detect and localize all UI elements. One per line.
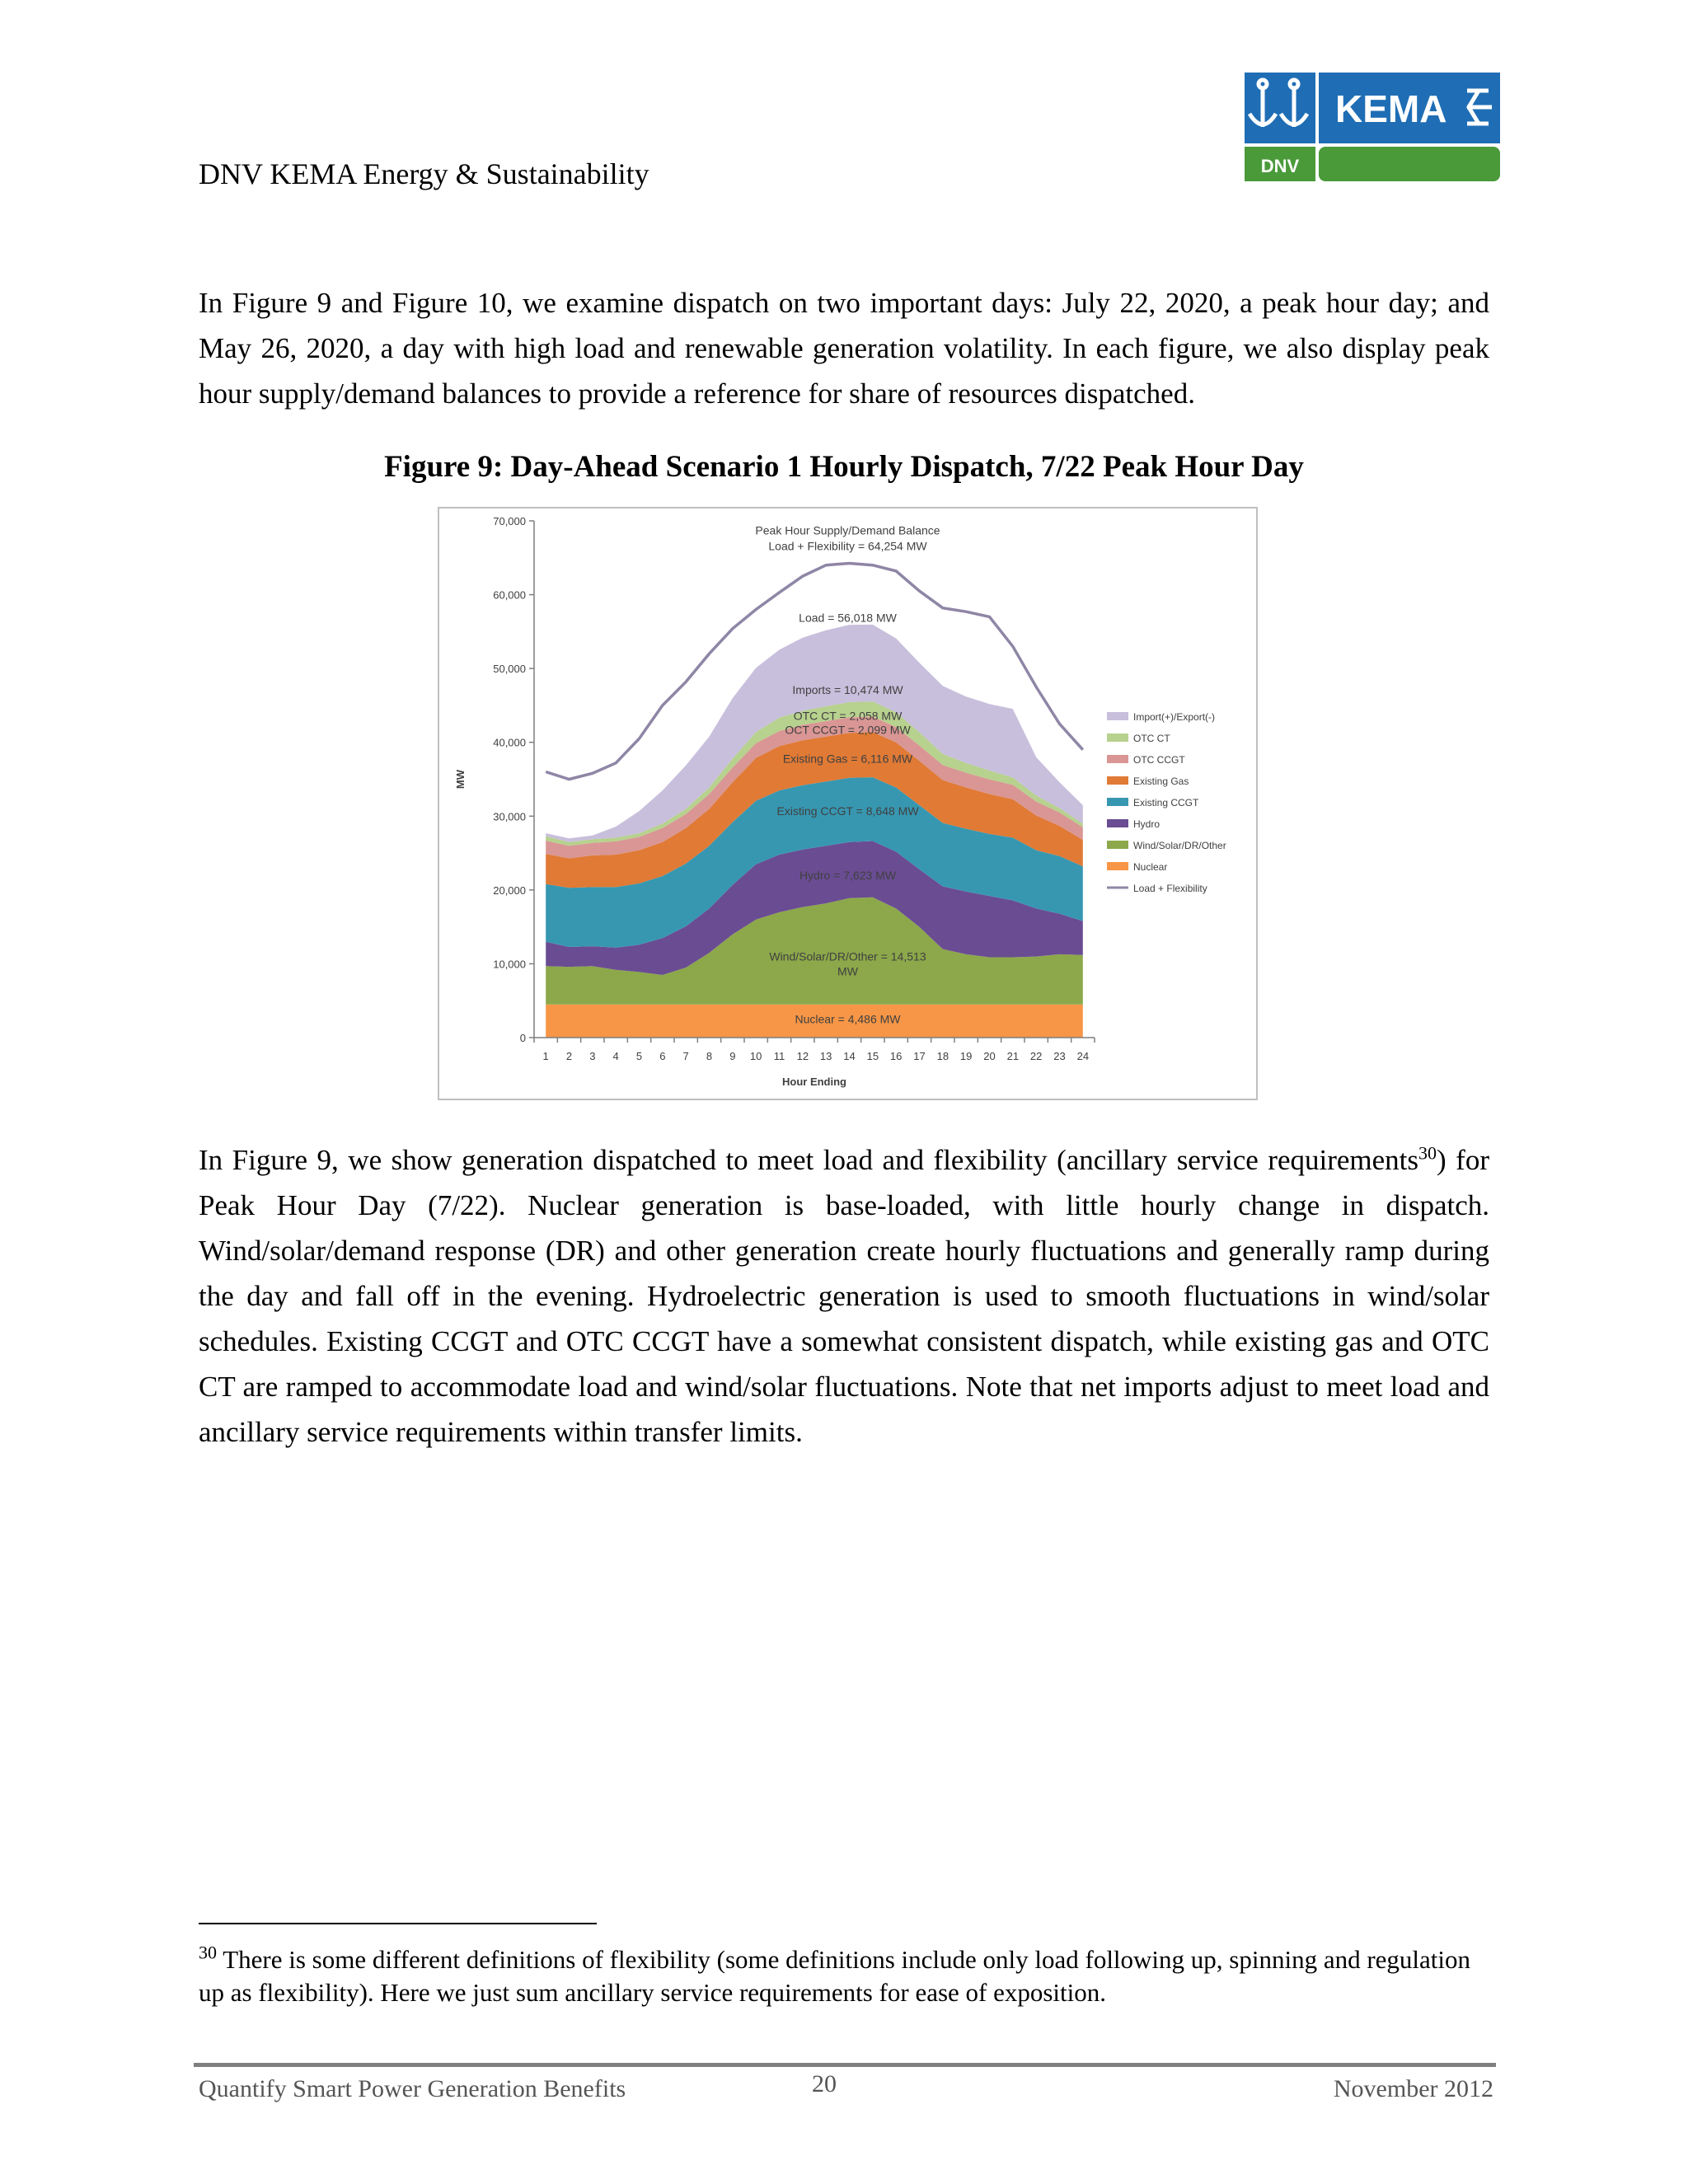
x-axis-title: Hour Ending [782, 1076, 846, 1088]
footnote-text: There is some different definitions of flexibility (some definitions include only load following up, spinning and regulation up as flexibility). Here we just sum ancillary service requirements for ease of exposition. [199, 1945, 1471, 2007]
footer-page-number: 20 [812, 2070, 837, 2097]
chart-annotation: Imports = 10,474 MW [792, 683, 903, 697]
y-tick-label: 30,000 [493, 810, 526, 823]
x-tick-label: 14 [843, 1050, 856, 1062]
footer-document-title: Quantify Smart Power Generation Benefits [199, 2075, 626, 2102]
chart-annotation: Peak Hour Supply/Demand Balance [755, 523, 940, 537]
analysis-paragraph [199, 1137, 1489, 1455]
x-tick-label: 23 [1053, 1050, 1066, 1062]
footnote-separator [199, 1923, 597, 1924]
legend-label: Import(+)/Export(-) [1133, 711, 1216, 723]
footer-separator [194, 2063, 1496, 2067]
figure-caption: Figure 9: Day-Ahead Scenario 1 Hourly Dispatch, 7/22 Peak Hour Day [384, 450, 1304, 484]
analysis-text-end: ) for Peak Hour Day (7/22). Nuclear generation is base-loaded, with little hourly change in dispatch. Wind/solar/demand response (DR) and other generation create hourly fluctuations and generally ramp during the day and fall off in the evening. Hydroelectric generation is used to smooth fluctuations in wind/solar schedules. Existing CCGT and OTC CCGT have a somewhat consistent dispatch, while existing gas and OTC CT are ramped to accommodate load and wind/solar fluctuations. Note that net imports adjust to meet load and ancillary service requirements within transfer limits. [199, 1144, 1489, 1448]
chart-annotation: OTC CT = 2,058 MW [793, 709, 903, 723]
x-tick-label: 12 [796, 1050, 809, 1062]
x-tick-label: 22 [1029, 1050, 1043, 1062]
x-tick-label: 21 [1006, 1050, 1020, 1062]
chart-annotation: Load + Flexibility = 64,254 MW [768, 539, 927, 553]
x-tick-label: 24 [1076, 1050, 1090, 1062]
legend-label: OTC CT [1133, 733, 1170, 744]
x-tick-label: 8 [706, 1050, 713, 1062]
intro-paragraph: In Figure 9 and Figure 10, we examine dispatch on two important days: July 22, 2020, a peak hour day; and May 26, 2020, a day with high load and renewable generation volatility. In each figure, we also display peak hour supply/demand balances to provide a reference for share of resources dispatched. [199, 287, 1489, 410]
chart-annotation: Wind/Solar/DR/Other = 14,513 [769, 949, 926, 963]
y-tick-label: 0 [519, 1032, 526, 1044]
x-tick-label: 13 [819, 1050, 832, 1062]
legend-swatch [1107, 733, 1128, 742]
x-tick-label: 19 [959, 1050, 973, 1062]
y-tick-label: 60,000 [493, 588, 526, 602]
logo-green-right [1319, 147, 1500, 181]
legend-swatch [1107, 776, 1128, 785]
chart-annotation: Existing Gas = 6,116 MW [782, 752, 913, 766]
legend-swatch [1107, 862, 1128, 870]
legend-swatch [1107, 755, 1128, 763]
y-tick-label: 20,000 [493, 883, 526, 897]
footnote-30 [199, 1943, 1489, 2009]
header-org-name: DNV KEMA Energy & Sustainability [199, 157, 649, 190]
legend-swatch [1107, 819, 1128, 827]
x-tick-label: 16 [889, 1050, 903, 1062]
footnote-number: 30 [199, 1942, 217, 1963]
chart-annotation: Existing CCGT = 8,648 MW [776, 804, 919, 818]
legend-label: Existing Gas [1133, 776, 1189, 787]
logo-divider [1315, 73, 1319, 181]
y-axis-title: MW [454, 769, 467, 790]
x-tick-label: 1 [542, 1050, 549, 1062]
legend-label: Wind/Solar/DR/Other [1133, 840, 1226, 851]
logo-kema-text: KEMA [1335, 87, 1447, 130]
chart-annotation: Load = 56,018 MW [799, 611, 897, 625]
x-tick-label: 10 [749, 1050, 762, 1062]
legend-label: Existing CCGT [1133, 797, 1199, 808]
x-tick-label: 17 [913, 1050, 926, 1062]
analysis-text-start: In Figure 9, we show generation dispatched to meet load and flexibility (ancillary service requirements [199, 1144, 1419, 1176]
x-tick-label: 5 [635, 1050, 643, 1062]
legend-label: Load + Flexibility [1133, 883, 1207, 894]
chart-annotation: Nuclear = 4,486 MW [795, 1012, 901, 1026]
y-tick-label: 10,000 [493, 958, 526, 971]
x-tick-label: 9 [729, 1050, 736, 1062]
dispatch-chart [438, 507, 1258, 1100]
x-tick-label: 4 [612, 1050, 619, 1062]
chart-annotation: Hydro = 7,623 MW [799, 868, 897, 882]
legend-label: Nuclear [1133, 861, 1168, 873]
legend-label: OTC CCGT [1133, 754, 1185, 766]
x-tick-label: 6 [659, 1050, 666, 1062]
y-tick-label: 70,000 [493, 515, 526, 527]
x-tick-label: 3 [589, 1050, 596, 1062]
kema-dnv-logo [1245, 73, 1500, 181]
legend-label: Hydro [1133, 818, 1160, 830]
y-tick-label: 40,000 [493, 736, 526, 749]
footnote-ref-30[interactable]: 30 [1418, 1142, 1437, 1164]
x-tick-label: 18 [936, 1050, 950, 1062]
x-tick-label: 7 [682, 1050, 689, 1062]
x-tick-label: 2 [565, 1050, 573, 1062]
x-tick-label: 15 [866, 1050, 879, 1062]
x-tick-label: 11 [773, 1050, 785, 1062]
legend-swatch [1107, 712, 1128, 720]
x-tick-label: 20 [983, 1050, 996, 1062]
chart-annotation: MW [837, 964, 858, 978]
legend-swatch [1107, 798, 1128, 806]
dispatch-chart-svg [439, 509, 1259, 1102]
footer-date: November 2012 [1333, 2075, 1493, 2102]
logo-dnv-text: DNV [1260, 156, 1300, 176]
chart-annotation: OCT CCGT = 2,099 MW [785, 723, 911, 737]
y-tick-label: 50,000 [493, 663, 526, 676]
legend-swatch [1107, 841, 1128, 849]
